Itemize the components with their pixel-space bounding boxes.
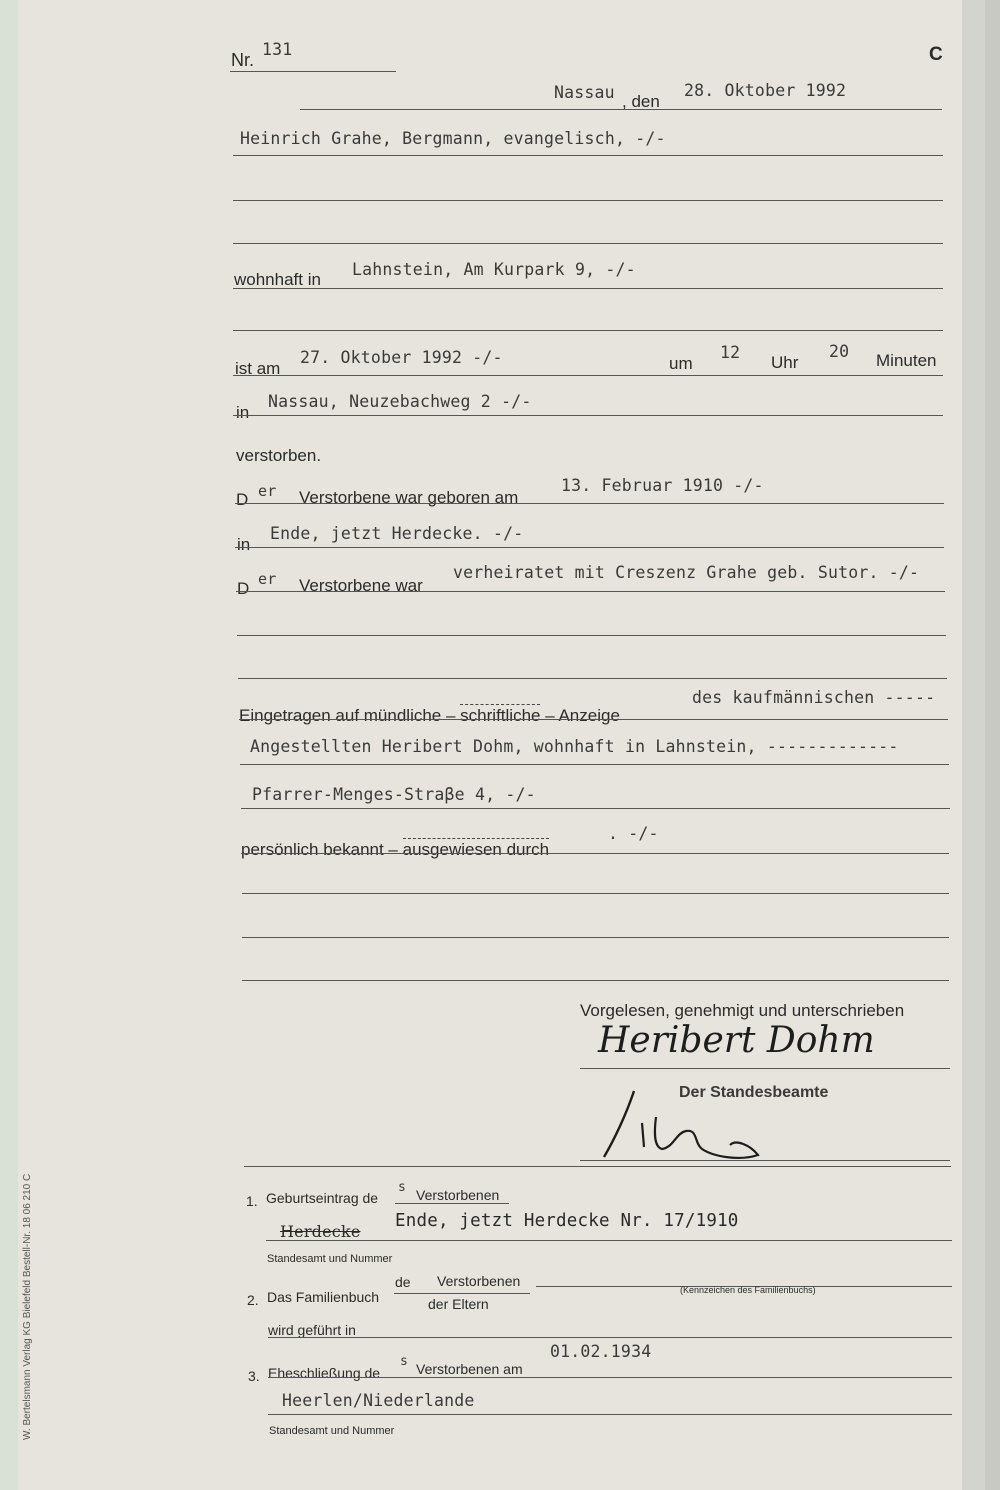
minute-value: 20 [829,342,850,361]
informant-line-1: des kaufmännischen ----- [692,688,936,707]
blank-line-8 [242,980,949,981]
note2-gefuehrt-line [268,1337,952,1338]
blank-line-3 [233,330,943,331]
registrar-signature [590,1085,770,1165]
note1-suffix: s [398,1180,407,1195]
standesbeamte-label: Der Standesbeamte [679,1084,829,1101]
publisher-imprint: W. Bertelsmann Verlag KG Bielefeld Bestell-Nr. 18 06 210 C [22,1173,33,1440]
note2-gefuehrt-label: wird geführt in [268,1322,356,1338]
note2-number: 2. [247,1292,259,1308]
note3-number: 3. [248,1368,260,1384]
blank-line-5 [238,678,947,679]
date-line [300,109,942,110]
blank-line-2 [233,243,943,244]
note2-verstorbenen: Verstorbenen [437,1273,521,1289]
name-line-value: Heinrich Grahe, Bergmann, evangelisch, -/- [240,129,666,148]
d2-suffix: er [258,570,277,588]
birth-place-line [235,547,944,548]
verstorben-label: verstorben. [236,446,322,465]
war-label: Verstorbene war [299,576,423,595]
nr-label: Nr. [231,50,255,70]
registration-label: Eingetragen auf mündliche – schriftliche – Anzeige [239,706,620,725]
minuten-label: Minuten [876,351,937,370]
note2-kennzeichen-caption: (Kennzeichen des Familienbuchs) [680,1285,816,1295]
informant-line-2: Angestellten Heribert Dohm, wohnhaft in Lahnstein, ------------- [250,737,899,756]
death-date-line [233,375,943,376]
place-value: Nassau [554,83,615,102]
note1-caption: Standesamt und Nummer [267,1253,393,1265]
wohnhaft-value: Lahnstein, Am Kurpark 9, -/- [352,260,636,279]
vorgelesen-label: Vorgelesen, genehmigt und unterschrieben [580,1001,905,1020]
marital-value: verheiratet mit Creszenz Grahe geb. Sutor. -/- [453,563,920,582]
form-letter: C [929,44,943,65]
informant-signature-line [580,1068,950,1069]
note3-date-line [268,1377,952,1378]
note3-label: Eheschließung de [268,1365,381,1381]
date-value: 28. Oktober 1992 [684,81,847,100]
uhr-label: Uhr [771,353,799,372]
blank-line-6 [242,893,949,894]
birth-place-value: Ende, jetzt Herdecke. -/- [270,524,524,543]
registration-line-1 [239,719,948,720]
note2-de: de [395,1274,411,1290]
marital-line [236,591,945,592]
d1-letter: D [236,490,249,509]
um-label: um [669,354,693,373]
note3-date: 01.02.1934 [550,1342,652,1361]
registrar-signature-line [580,1160,950,1161]
birth-in-label: in [237,535,251,554]
known-label: persönlich bekannt – ausgewiesen durch [241,840,550,859]
death-date-value: 27. Oktober 1992 -/- [300,348,503,367]
blank-line-7 [242,937,949,938]
born-label: Verstorbene war geboren am [299,488,519,507]
registration-line-3 [241,808,950,809]
name-line [233,155,943,156]
informant-signature: Heribert Dohm [598,1020,875,1061]
known-fill: . -/- [608,824,659,843]
known-line [241,853,949,854]
nr-line [230,71,396,72]
note1-label-2: Verstorbenen [416,1187,500,1203]
birth-date-line [235,503,944,504]
note1-value-line [266,1240,952,1241]
blank-line-1 [233,200,943,201]
death-place-line [233,415,943,416]
note2-fraction-line [394,1293,530,1294]
right-page-edge-shadow [985,0,1000,1490]
note3-suffix: s [400,1354,409,1369]
note1-value: Ende, jetzt Herdecke Nr. 17/1910 [395,1211,739,1231]
death-in-label: in [236,403,250,422]
note2-label: Das Familienbuch [267,1289,380,1305]
ist-am-label: ist am [235,359,281,378]
section-divider [244,1166,951,1167]
d2-letter: D [237,579,250,598]
registration-line-2 [240,764,949,765]
note3-caption: Standesamt und Nummer [269,1425,395,1437]
informant-line-3: Pfarrer-Menges-Straβe 4, -/- [252,785,536,804]
wohnhaft-label: wohnhaft in [234,270,321,289]
note3-label-2: Verstorbenen am [416,1361,523,1377]
wohnhaft-line [233,288,943,289]
note1-label: Geburtseintrag de [266,1190,379,1206]
note3-place: Heerlen/Niederlande [282,1391,475,1410]
d1-suffix: er [258,482,277,500]
note1-number: 1. [246,1193,258,1209]
nr-value: 131 [262,40,293,59]
den-label: , den [622,92,660,111]
note3-place-line [268,1414,952,1415]
hour-value: 12 [720,343,741,362]
note2-eltern: der Eltern [428,1296,489,1312]
blank-line-4 [237,635,946,636]
note1-label-line [395,1203,509,1204]
death-place-value: Nassau, Neuzebachweg 2 -/- [268,392,532,411]
birth-date-value: 13. Februar 1910 -/- [561,476,764,495]
note1-struck-value: Herdecke [280,1222,361,1241]
left-margin-band [0,0,18,1490]
